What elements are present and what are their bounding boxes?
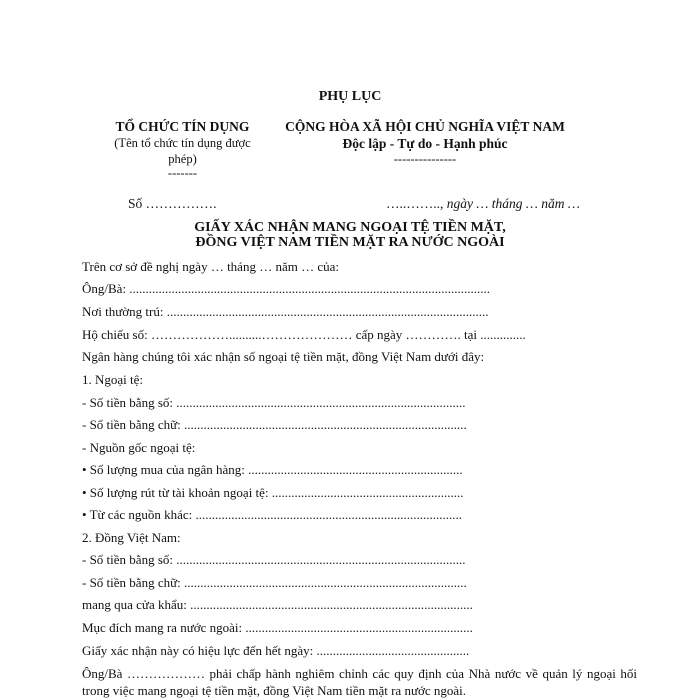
fx-source-heading: - Nguồn gốc ngoại tệ: xyxy=(82,440,196,455)
person-name-field: Ông/Bà: ............................................................................................................... xyxy=(82,281,491,296)
fx-other-source-field: • Từ các nguồn khác: .................................................................................. xyxy=(82,507,463,522)
residence-field: Nơi thường trú: ................................................................................................... xyxy=(82,304,489,319)
nation-motto: Độc lập - Tự do - Hạnh phúc xyxy=(342,136,508,151)
org-subtitle-line-1: (Tên tổ chức tín dụng được xyxy=(114,136,251,150)
org-subtitle-line-2: phép) xyxy=(168,152,197,166)
date-line xyxy=(386,196,580,212)
bank-confirm-line: Ngân hàng chúng tôi xác nhận số ngoại tệ tiền mặt, đồng Việt Nam dưới đây: xyxy=(82,349,485,364)
purpose-field: Mục đích mang ra nước ngoài: ...................................................................... xyxy=(82,620,473,635)
vnd-amount-number-field: - Số tiền bằng số: ......................................................................................... xyxy=(82,552,466,567)
passport-field: Hộ chiếu số: ………………..........………………… cấp ngày …………. tại .............. xyxy=(82,327,526,342)
vnd-amount-words-field: - Số tiền bằng chữ: ....................................................................................... xyxy=(82,575,467,590)
date-text: ngày … tháng … năm … xyxy=(446,196,580,211)
fx-withdraw-field: • Số lượng rút từ tài khoản ngoại tệ: ........................................................... xyxy=(82,485,464,500)
fx-heading: 1. Ngoại tệ: xyxy=(82,372,144,387)
vnd-heading: 2. Đồng Việt Nam: xyxy=(82,530,181,545)
fx-amount-words-field: - Số tiền bằng chữ: ....................................................................................... xyxy=(82,417,467,432)
fx-amount-number-field: - Số tiền bằng số: ......................................................................................... xyxy=(82,395,466,410)
validity-field: Giấy xác nhận này có hiệu lực đến hết ngày: ............................................... xyxy=(82,643,470,658)
doc-title-line-2: ĐỒNG VIỆT NAM TIỀN MẶT RA NƯỚC NGOÀI xyxy=(195,235,505,250)
compliance-paragraph: Ông/Bà ……………… phải chấp hành nghiêm chỉnh các quy định của Nhà nước về quản lý ngoại hối trong việc mang ngoại tệ tiền mặt, đồng Việt Nam tiền mặt ra nước ngoài. xyxy=(82,666,637,698)
doc-title-line-1: GIẤY XÁC NHẬN MANG NGOẠI TỆ TIỀN MẶT, xyxy=(194,220,506,235)
nation-title: CỘNG HÒA XÃ HỘI CHỦ NGHĨA VIỆT NAM xyxy=(285,119,565,134)
document-number: Số ……………. xyxy=(128,196,217,211)
border-gate-field: mang qua cửa khẩu: ....................................................................................... xyxy=(82,597,473,612)
nation-divider: --------------- xyxy=(393,152,457,166)
fx-bank-buy-field: • Số lượng mua của ngân hàng: .................................................................. xyxy=(82,462,463,477)
org-divider: ------- xyxy=(167,166,198,180)
date-place: …..…….., xyxy=(386,196,444,211)
request-line: Trên cơ sở đề nghị ngày … tháng … năm … của: xyxy=(82,259,339,274)
appendix-title: PHỤ LỤC xyxy=(318,89,382,104)
org-title: TỔ CHỨC TÍN DỤNG xyxy=(115,119,250,134)
